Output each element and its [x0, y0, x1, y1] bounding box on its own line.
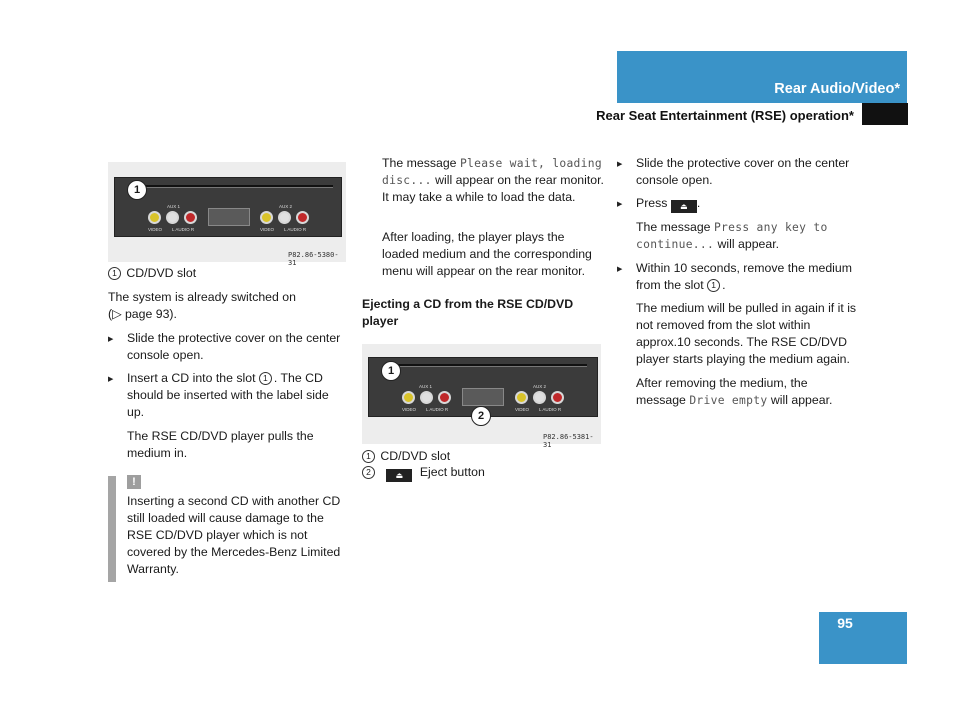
subsection-title: Rear Seat Entertainment (RSE) operation*	[596, 108, 854, 123]
figure-code: P82.86-5381-31	[543, 433, 594, 449]
eject-icon: ⏏	[671, 200, 697, 213]
video-label: VIDEO	[260, 227, 275, 232]
paragraph: After removing the medium, the message Drive empty will appear.	[636, 376, 833, 407]
callout-1: 1	[127, 180, 147, 200]
audio-right-jack-icon	[551, 391, 564, 404]
audio-right-jack-icon	[296, 211, 309, 224]
aux2-label: AUX 2	[279, 204, 293, 209]
cd-slot	[143, 185, 333, 188]
aux1-label: AUX 1	[167, 204, 181, 209]
video-jack-icon	[148, 211, 161, 224]
paragraph: The RSE CD/DVD player pulls the medium in.	[127, 429, 314, 460]
audio-right-jack-icon	[438, 391, 451, 404]
figure-cd-dvd-player	[108, 162, 346, 267]
list-item: ▶ Within 10 seconds, remove the medium from the slot 1 .	[636, 260, 858, 294]
audio-left-jack-icon	[166, 211, 179, 224]
figure-code: P82.86-5380-31	[288, 251, 339, 267]
warning-bar	[108, 476, 116, 582]
aux2-label: AUX 2	[533, 384, 547, 389]
eject-button	[208, 208, 250, 226]
audio-left-jack-icon	[278, 211, 291, 224]
list-item: ▶ Slide the protective cover on the center console open.	[127, 330, 347, 364]
audio-label: L AUDIO R	[284, 227, 307, 232]
audio-right-jack-icon	[184, 211, 197, 224]
figure2-caption-1: 1 CD/DVD slot	[362, 448, 450, 465]
paragraph: The message Please wait, loading disc... will appear on the rear monitor. It may take a while to load the data.	[382, 156, 604, 204]
figure-eject	[362, 344, 601, 449]
callout-1: 1	[381, 361, 401, 381]
eject-button	[462, 388, 504, 406]
video-label: VIDEO	[515, 407, 530, 412]
warning-icon: !	[127, 475, 141, 489]
header-marker	[862, 103, 908, 125]
audio-left-jack-icon	[420, 391, 433, 404]
audio-left-jack-icon	[533, 391, 546, 404]
player-panel	[114, 177, 342, 237]
video-label: VIDEO	[402, 407, 417, 412]
section-heading: Ejecting a CD from the RSE CD/DVD player	[362, 297, 574, 328]
paragraph: The message Press any key to continue... will appear.	[636, 220, 828, 251]
video-label: VIDEO	[148, 227, 163, 232]
warning-text: Inserting a second CD with another CD still loaded will cause damage to the RSE CD/DVD player which is not covered by the Mercedes-Benz Limited Warranty.	[127, 494, 341, 576]
video-jack-icon	[260, 211, 273, 224]
section-title: Rear Audio/Video*	[774, 81, 900, 97]
cd-slot	[395, 364, 587, 367]
figure2-caption-2: 2 ⏏ Eject button	[362, 464, 485, 482]
video-jack-icon	[402, 391, 415, 404]
aux1-label: AUX 1	[419, 384, 433, 389]
paragraph: The system is already switched on (▷ page 93).	[108, 290, 296, 321]
audio-label: L AUDIO R	[172, 227, 195, 232]
page-number: 95	[837, 615, 853, 631]
eject-icon: ⏏	[386, 469, 412, 482]
list-item: ▶ Insert a CD into the slot 1 . The CD should be inserted with the label side up.	[127, 370, 347, 421]
list-item: ▶ Press ⏏ .	[636, 195, 858, 213]
audio-label: L AUDIO R	[539, 407, 562, 412]
paragraph: After loading, the player plays the loaded medium and the corresponding menu will appear on the rear monitor.	[382, 230, 592, 278]
audio-label: L AUDIO R	[426, 407, 449, 412]
callout-2: 2	[471, 406, 491, 426]
figure1-caption: 1 CD/DVD slot	[108, 265, 196, 282]
video-jack-icon	[515, 391, 528, 404]
list-item: ▶ Slide the protective cover on the center console open.	[636, 155, 858, 189]
paragraph: The medium will be pulled in again if it is not removed from the slot within approx.10 seconds. The RSE CD/DVD player starts playing the medium again.	[636, 301, 857, 366]
